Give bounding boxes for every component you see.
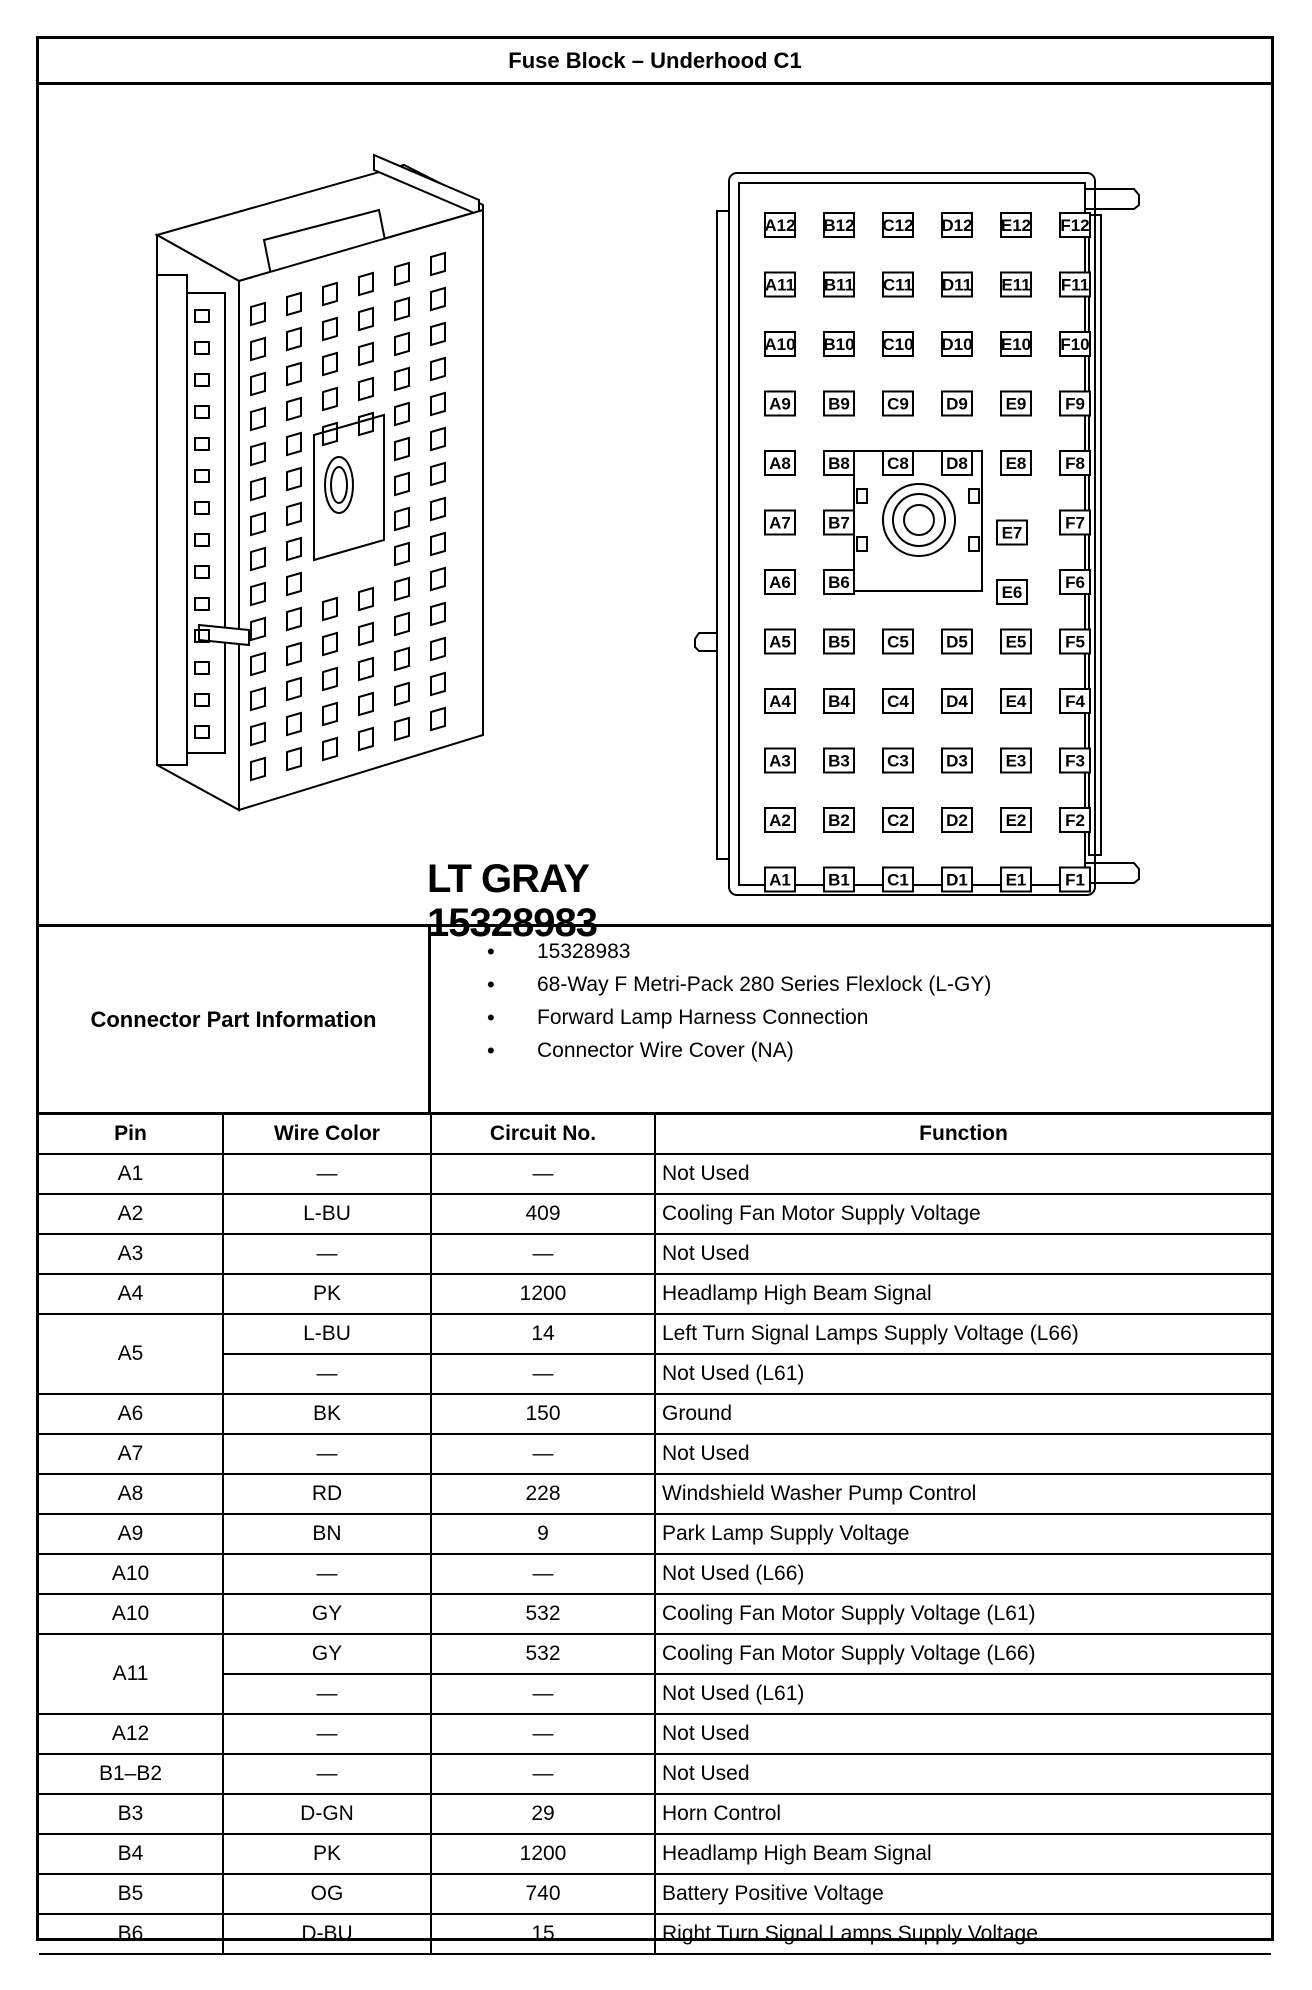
face-pin-label: B1 [828,870,850,890]
function-cell: Ground [655,1394,1271,1434]
pin-cell: A2 [39,1194,223,1234]
face-pin-label: A11 [764,275,796,295]
table-row [39,1594,1271,1634]
info-item: • Forward Lamp Harness Connection [431,1001,991,1034]
face-pin-label: B10 [823,335,855,354]
face-pin-label: D12 [941,216,973,235]
face-pin-label: A4 [769,692,791,711]
pin-cell: B5 [39,1874,223,1914]
table-row [39,1154,1271,1194]
table-row [39,1234,1271,1274]
face-left-rail [717,211,729,859]
table-row [39,1834,1271,1874]
face-pin-label: D10 [941,335,973,354]
pin-cell: A10 [39,1554,223,1594]
circuit-cell: 409 [431,1194,655,1234]
face-pin-label: D9 [946,394,968,414]
function-cell: Cooling Fan Motor Supply Voltage [655,1194,1271,1234]
face-pin-label: B2 [828,811,850,830]
face-pin-label: F8 [1065,454,1085,473]
face-pin-label: D3 [946,751,968,771]
face-pin-label: D2 [946,811,968,830]
face-pin-label: F12 [1060,216,1090,235]
info-item: • Connector Wire Cover (NA) [431,1034,991,1067]
face-pin-label: F3 [1065,751,1085,771]
function-cell: Left Turn Signal Lamps Supply Voltage (L66) [655,1314,1271,1354]
face-pin-label: E11 [1001,275,1031,295]
face-pin-label: A3 [769,751,791,771]
part-number: 15328983 [427,901,597,945]
face-pin-label: B12 [823,216,855,235]
circuit-cell: — [431,1554,655,1594]
function-cell: Not Used [655,1714,1271,1754]
table-row [39,1674,1271,1714]
face-pin-label: B3 [828,751,850,771]
function-cell: Windshield Washer Pump Control [655,1474,1271,1514]
circuit-cell: — [431,1154,655,1194]
face-pin-label: B7 [828,513,850,533]
function-cell: Not Used (L66) [655,1554,1271,1594]
pin-cell: A5 [39,1314,223,1394]
connector-info-list [431,935,991,1067]
function-cell: Not Used [655,1434,1271,1474]
face-pin-label: E10 [1000,335,1032,354]
table-row [39,1274,1271,1314]
table-row [39,1754,1271,1794]
wire-color-cell: L-BU [223,1314,431,1354]
face-pin-label: C5 [887,632,909,652]
face-pin-label: D1 [946,870,968,890]
face-pin-label: F1 [1065,870,1085,890]
pin-table [39,1115,1271,1955]
face-pin-label: C9 [887,394,909,414]
face-boss-key-right-bottom [969,537,979,551]
function-cell: Right Turn Signal Lamps Supply Voltage [655,1914,1271,1954]
face-pin-label: E12 [1000,216,1032,235]
function-cell: Not Used (L61) [655,1674,1271,1714]
pin-cell: B3 [39,1794,223,1834]
pin-cell: A8 [39,1474,223,1514]
wire-color-cell: — [223,1674,431,1714]
wire-color-cell: — [223,1434,431,1474]
face-pin-label: F5 [1065,632,1085,652]
face-pin-label: D5 [946,632,968,652]
face-top-tab [1085,189,1139,209]
wire-color-cell: OG [223,1874,431,1914]
face-pin-label: A1 [769,870,791,890]
face-center-bolt-mid [893,494,945,546]
table-row [39,1474,1271,1514]
function-cell: Not Used [655,1234,1271,1274]
face-pin-label: A5 [769,632,791,652]
face-pin-label: E2 [1005,811,1027,830]
face-pin-label: D11 [941,275,973,295]
circuit-cell: — [431,1434,655,1474]
function-cell: Headlamp High Beam Signal [655,1274,1271,1314]
face-pin-label: B8 [828,454,850,473]
face-pin-label: A7 [769,513,791,533]
connector-document [36,36,1274,1945]
face-pin-label: C11 [882,275,914,295]
function-cell: Horn Control [655,1794,1271,1834]
face-pin-label: D8 [946,454,968,473]
face-pin-label: F6 [1065,573,1085,592]
wire-color-cell: — [223,1234,431,1274]
circuit-cell: 228 [431,1474,655,1514]
table-row [39,1634,1271,1674]
face-pin-label: C10 [882,335,914,354]
face-pin-label: F2 [1065,811,1085,830]
wire-color-cell: — [223,1754,431,1794]
pin-cell: A9 [39,1514,223,1554]
pin-cell: B1–B2 [39,1754,223,1794]
wire-color-cell: D-GN [223,1794,431,1834]
pin-cell: A7 [39,1434,223,1474]
connector-info-section [39,927,1271,1115]
function-cell: Not Used [655,1154,1271,1194]
face-left-latch [695,633,717,651]
pin-cell: A6 [39,1394,223,1434]
circuit-cell: 29 [431,1794,655,1834]
wire-color-cell: — [223,1154,431,1194]
pin-cell: A11 [39,1634,223,1714]
circuit-cell: — [431,1674,655,1714]
face-boss-key-left-top [857,489,867,503]
pin-cell: A10 [39,1594,223,1634]
face-pin-label: B4 [828,692,850,711]
wire-color-cell: GY [223,1634,431,1674]
face-pin-label: C2 [887,811,909,830]
table-row [39,1514,1271,1554]
wire-color-cell: D-BU [223,1914,431,1954]
face-pin-label: E4 [1005,692,1027,711]
connector-figure [39,85,1271,945]
function-cell: Headlamp High Beam Signal [655,1834,1271,1874]
circuit-cell: 1200 [431,1834,655,1874]
info-item: • 15328983 [431,935,991,968]
pin-cell: A4 [39,1274,223,1314]
face-pin-label: B11 [823,275,855,295]
face-pin-label: A8 [769,454,791,473]
circuit-cell: 532 [431,1634,655,1674]
circuit-cell: 14 [431,1314,655,1354]
face-pin-label: C1 [887,870,909,890]
pin-cell: A3 [39,1234,223,1274]
function-cell: Not Used (L61) [655,1354,1271,1394]
info-item: • 68-Way F Metri-Pack 280 Series Flexlock (L-GY) [431,968,991,1001]
face-pin-label: C12 [882,216,914,235]
wire-color-header: Wire Color [223,1115,431,1154]
face-pin-label: B9 [828,394,850,414]
face-pin-label: C4 [887,692,909,711]
face-bottom-tab [1085,863,1139,883]
wire-color-cell: BK [223,1394,431,1434]
circuit-cell: — [431,1754,655,1794]
pin-header: Pin [39,1115,223,1154]
circuit-cell: 740 [431,1874,655,1914]
face-pin-label: E7 [1001,523,1023,543]
connector-drawing [39,85,1271,927]
color-label: LT GRAY [427,857,589,901]
table-row [39,1914,1271,1954]
function-cell: Battery Positive Voltage [655,1874,1271,1914]
face-pin-label: F4 [1065,692,1085,711]
circuit-cell: — [431,1354,655,1394]
face-pin-label: E6 [1001,583,1023,602]
circuit-cell: 9 [431,1514,655,1554]
wire-color-cell: GY [223,1594,431,1634]
face-pin-label: A2 [769,811,791,830]
face-pin-label: E1 [1005,870,1027,890]
table-row [39,1714,1271,1754]
circuit-cell: 15 [431,1914,655,1954]
face-pin-label: F7 [1065,513,1085,533]
wire-color-cell: L-BU [223,1194,431,1234]
table-row [39,1314,1271,1354]
table-row [39,1794,1271,1834]
face-center-bolt-hole [904,505,934,535]
face-pin-label: F10 [1060,335,1090,354]
face-pin-label: E5 [1005,632,1027,652]
function-cell: Park Lamp Supply Voltage [655,1514,1271,1554]
pin-cell: A12 [39,1714,223,1754]
table-row [39,1354,1271,1394]
circuit-header: Circuit No. [431,1115,655,1154]
face-boss-key-left-bottom [857,537,867,551]
table-header-row [39,1115,1271,1154]
function-header: Function [655,1115,1271,1154]
wire-color-cell: BN [223,1514,431,1554]
face-pin-label: A12 [764,216,796,235]
face-pin-label: A10 [764,335,796,354]
table-row [39,1394,1271,1434]
function-cell: Not Used [655,1754,1271,1794]
wire-color-cell: — [223,1714,431,1754]
connector-info-label: Connector Part Information [39,927,431,1112]
face-pin-label: E3 [1005,751,1027,771]
table-row [39,1874,1271,1914]
face-pin-label: A6 [769,573,791,592]
page-title: Fuse Block – Underhood C1 [39,39,1271,85]
face-pin-label: F9 [1065,394,1085,414]
face-pin-label: F11 [1060,275,1090,295]
circuit-cell: — [431,1714,655,1754]
face-boss-key-right-top [969,489,979,503]
table-row [39,1194,1271,1234]
face-pin-label: B5 [828,632,850,652]
table-row [39,1554,1271,1594]
face-pin-label: B6 [828,573,850,592]
face-pin-label: A9 [769,394,791,414]
wire-color-cell: — [223,1354,431,1394]
face-pin-label: E8 [1005,454,1027,473]
face-pin-label: E9 [1005,394,1027,414]
circuit-cell: — [431,1234,655,1274]
function-cell: Cooling Fan Motor Supply Voltage (L61) [655,1594,1271,1634]
pin-cell: A1 [39,1154,223,1194]
face-pin-grid [764,213,1090,892]
pin-cell: B4 [39,1834,223,1874]
face-pin-label: D4 [946,692,968,711]
face-pin-label: C8 [887,454,909,473]
wire-color-cell: — [223,1554,431,1594]
circuit-cell: 1200 [431,1274,655,1314]
circuit-cell: 150 [431,1394,655,1434]
face-pin-label: C3 [887,751,909,771]
circuit-cell: 532 [431,1594,655,1634]
pin-cell: B6 [39,1914,223,1954]
function-cell: Cooling Fan Motor Supply Voltage (L66) [655,1634,1271,1674]
wire-color-cell: RD [223,1474,431,1514]
wire-color-cell: PK [223,1274,431,1314]
wire-color-cell: PK [223,1834,431,1874]
table-row [39,1434,1271,1474]
